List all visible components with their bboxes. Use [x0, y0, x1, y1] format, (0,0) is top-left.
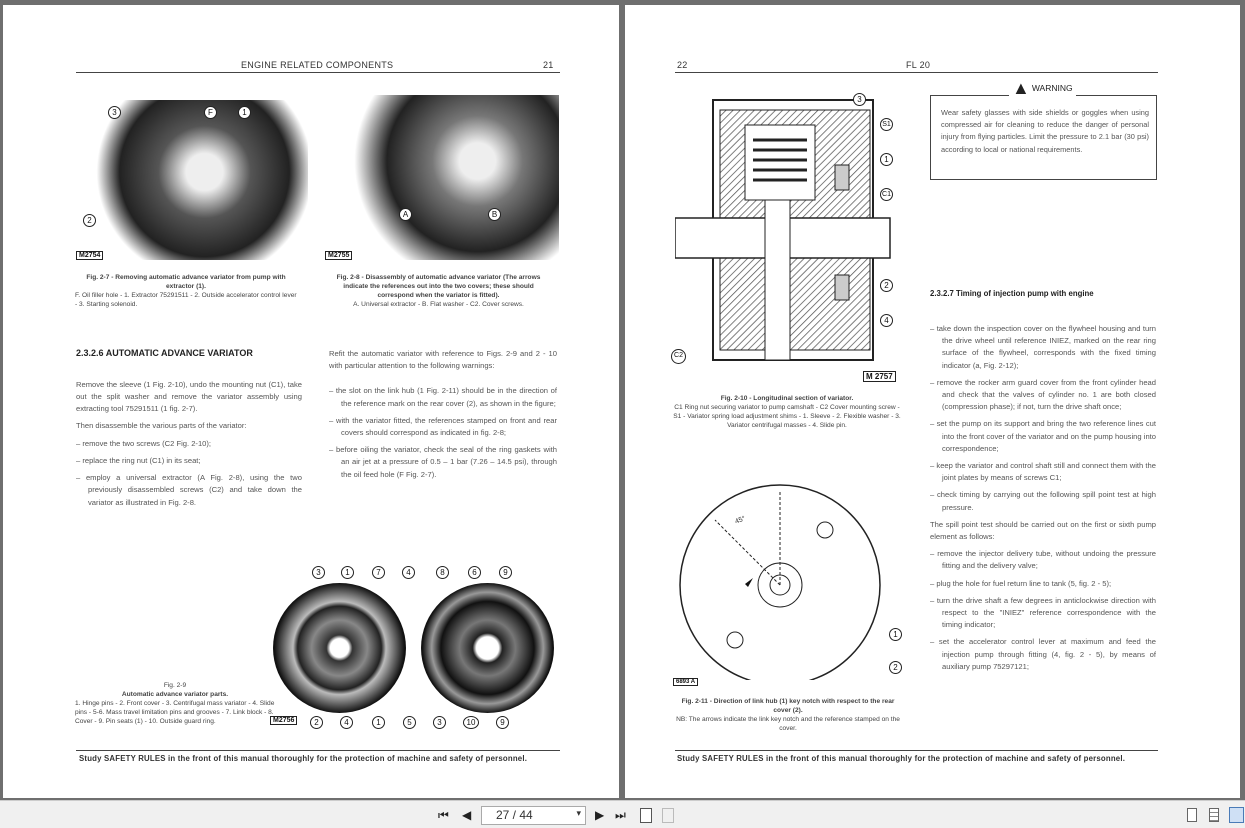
callout: 4	[880, 314, 893, 327]
callout: 3	[108, 106, 121, 119]
list-item: – employ a universal extractor (A Fig. 2-8), using the two previously disassembled screws (C2) and take down the variator as illustrated in Fig. 2-8.	[76, 473, 302, 507]
fig210-caption	[673, 394, 901, 430]
caption-title: Fig. 2-7 - Removing automatic advance variator from pump with extractor (1).	[86, 274, 286, 290]
page-header: ENGINE RELATED COMPONENTS	[241, 60, 394, 70]
fig28-photo	[326, 95, 559, 260]
caption-subtitle: Automatic advance variator parts.	[121, 691, 229, 698]
warning-triangle-icon: ▲	[1012, 78, 1030, 98]
fig27-caption	[75, 273, 297, 309]
fig29-photo-front	[273, 583, 406, 713]
callout: C1	[880, 188, 893, 201]
next-page-button[interactable]: ▶	[595, 808, 605, 822]
single-page-view-icon[interactable]	[1187, 808, 1197, 822]
refit-body	[329, 348, 557, 486]
list-item: – check timing by carrying out the following spill point test at high pressure.	[930, 490, 1156, 512]
fig211-drawing	[675, 460, 905, 680]
callout: F	[204, 106, 217, 119]
warning-title: WARNING	[1031, 83, 1073, 93]
list-item: – remove the rocker arm guard cover from the front cylinder head and check that the valves of cylinder no. 1 are both closed (compression phase); if not, turn the drive shaft once;	[930, 377, 1156, 412]
page-number: 22	[677, 60, 688, 70]
fig29-caption	[75, 681, 275, 726]
figure-tag: M 2757	[863, 371, 896, 382]
figure-tag: M2756	[270, 716, 297, 725]
list-item: – replace the ring nut (C1) in its seat;	[76, 456, 201, 466]
callout: 4	[402, 566, 415, 579]
fig27-photo	[78, 100, 308, 260]
callout: 9	[499, 566, 512, 579]
list-item: – remove the injector delivery tube, without undoing the pressure fitting and the delivery valve;	[930, 549, 1156, 571]
page-footer: Study SAFETY RULES in the front of this manual thoroughly for the protection of machine and safety of personnel.	[677, 754, 1126, 763]
callout: 1	[880, 153, 893, 166]
paragraph: Remove the sleeve (1 Fig. 2-10), undo the mounting nut (C1), take out the split washer and remove the variator assembly using extracting tool 75291511 (1 fig. 2-7).	[76, 380, 302, 414]
caption-legend: A. Universal extractor - B. Flat washer - C2. Cover screws.	[353, 301, 524, 308]
pdf-toolbar	[0, 800, 1245, 828]
caption-title: Fig. 2-10 - Longitudinal section of variator.	[720, 395, 854, 402]
right-page	[625, 5, 1240, 798]
left-page	[3, 5, 619, 798]
list-item: – plug the hole for fuel return line to tank (5, fig. 2 - 5);	[930, 578, 1112, 588]
fig210-section-drawing	[675, 90, 905, 390]
section-body	[76, 379, 302, 514]
warning-header	[1009, 79, 1076, 97]
list-item: – before oiling the variator, check the seal of the ring gaskets with an air jet at a pressure of 0.5 – 1 bar (7.26 – 14.5 psi), through the oil feed hole (F Fig. 2-7).	[329, 445, 557, 479]
caption-title: Fig. 2-8 - Disassembly of automatic advance variator (The arrows indicate the references out into the two covers; these should correspond when the variator is fitted).	[336, 274, 541, 299]
warning-text: Wear safety glasses with side shields or goggles when using compressed air for cleaning to reduce the danger of personal injury from flying particles. Limit the pressure to 2.1 bar (30 psi) according to local or national requirements.	[941, 108, 1149, 154]
last-page-button[interactable]: ⏭	[615, 808, 626, 822]
page-number-input[interactable]	[481, 806, 586, 825]
callout: 1	[372, 716, 385, 729]
caption-title: Fig. 2-9	[163, 682, 187, 689]
callout: 8	[436, 566, 449, 579]
callout: 1	[341, 566, 354, 579]
chevron-down-icon[interactable]: ▾	[576, 808, 581, 818]
page-footer: Study SAFETY RULES in the front of this manual thoroughly for the protection of machine and safety of personnel.	[79, 754, 528, 763]
fig28-caption	[326, 273, 551, 309]
callout: A	[399, 208, 412, 221]
fig29-photo-rear	[421, 583, 554, 713]
callout: 5	[403, 716, 416, 729]
callout: 3	[853, 93, 866, 106]
list-item: – keep the variator and control shaft still and connect them with the joint plates by means of screws C1;	[930, 461, 1156, 483]
callout: S1	[880, 118, 893, 131]
caption-legend: C1 Ring nut securing variator to pump camshaft - C2 Cover mounting screw - S1 - Variator spring load adjustment shims - 1. Sleeve - 2. Flexible washer - 3. Variator centrifugal masses - 4. Slide pin.	[673, 404, 901, 429]
callout: C2	[671, 349, 686, 364]
callout: B	[488, 208, 501, 221]
list-item: – set the pump on its support and bring the two reference lines cut into the front cover of the variator and on the pump housing into correspondence;	[930, 419, 1156, 453]
first-page-button[interactable]: ⏮	[438, 808, 449, 822]
list-item: – the slot on the link hub (1 Fig. 2-11) should be in the direction of the reference mark on the rear cover (2), as shown in the figure;	[329, 386, 557, 408]
paragraph: Then disassemble the various parts of the variator:	[76, 420, 247, 430]
caption-legend: NB: The arrows indicate the link key notch and the reference stamped on the cover.	[676, 716, 900, 732]
callout: 4	[340, 716, 353, 729]
caption-title: Fig. 2-11 - Direction of link hub (1) key notch with respect to the rear cover (2).	[681, 698, 895, 714]
callout: 2	[889, 661, 902, 674]
copy-page-icon[interactable]	[640, 808, 652, 823]
callout: 7	[372, 566, 385, 579]
callout: 2	[310, 716, 323, 729]
callout: 9	[496, 716, 509, 729]
callout: 1	[889, 628, 902, 641]
figure-tag: M2755	[325, 251, 352, 260]
callout: 1	[238, 106, 251, 119]
list-item: – with the variator fitted, the references stamped on front and rear covers should correspond as indicated in fig. 2-8;	[329, 415, 557, 438]
paste-page-icon[interactable]	[662, 808, 674, 823]
caption-legend: 1. Hinge pins - 2. Front cover - 3. Centrifugal mass variator - 4. Slide pins - 5-6. Mass travel limitation pins and grooves - 7. Link block - 8. Cover - 9. Pin seats (1) - 10. Outside guard ring.	[75, 700, 275, 725]
paragraph: The spill point test should be carried out on the first or sixth pump element as follows:	[930, 519, 1156, 542]
prev-page-button[interactable]: ◀	[462, 808, 472, 822]
list-item: – set the accelerator control lever at maximum and feed the injection pump through fitting (4, fig. 2 - 5), by means of auxiliary pump 75297121;	[930, 637, 1156, 671]
angle-label: 45°	[734, 515, 747, 526]
page-header: FL 20	[906, 60, 931, 70]
list-item: – turn the drive shaft a few degrees in anticlockwise direction with respect to the "INIEZ" reference correspondence with the timing indicator;	[930, 595, 1156, 630]
callout: 3	[433, 716, 446, 729]
figure-tag: M2754	[76, 251, 103, 260]
two-page-view-icon[interactable]	[1229, 807, 1244, 823]
section-title: 2.3.2.6 AUTOMATIC ADVANCE VARIATOR	[76, 348, 253, 358]
section-title: 2.3.2.7 Timing of injection pump with engine	[930, 289, 1094, 298]
callout: 6	[468, 566, 481, 579]
callout: 10	[463, 716, 479, 729]
list-item: – remove the two screws (C2 Fig. 2-10);	[76, 438, 212, 448]
figure-tag: 6893 A	[673, 678, 698, 686]
callout: 2	[83, 214, 96, 227]
page-indicator: 27 / 44	[496, 808, 533, 822]
caption-legend: F. Oil filler hole - 1. Extractor 75291511 - 2. Outside accelerator control lever - 3. Starting solenoid.	[75, 292, 297, 308]
continuous-view-icon[interactable]	[1209, 808, 1219, 822]
callout: 3	[312, 566, 325, 579]
callout: 2	[880, 279, 893, 292]
fig211-caption	[673, 697, 903, 733]
section-body	[930, 323, 1156, 678]
page-number: 21	[543, 60, 554, 70]
paragraph: Refit the automatic variator with reference to Figs. 2-9 and 2 - 10 with particular attention to the following warnings:	[329, 349, 557, 371]
list-item: – take down the inspection cover on the flywheel housing and turn the drive wheel until reference INIEZ, marked on the rear ring surface of the flywheel, corresponds with the fixed timing indicator (a, Fig. 2-12);	[930, 324, 1156, 370]
